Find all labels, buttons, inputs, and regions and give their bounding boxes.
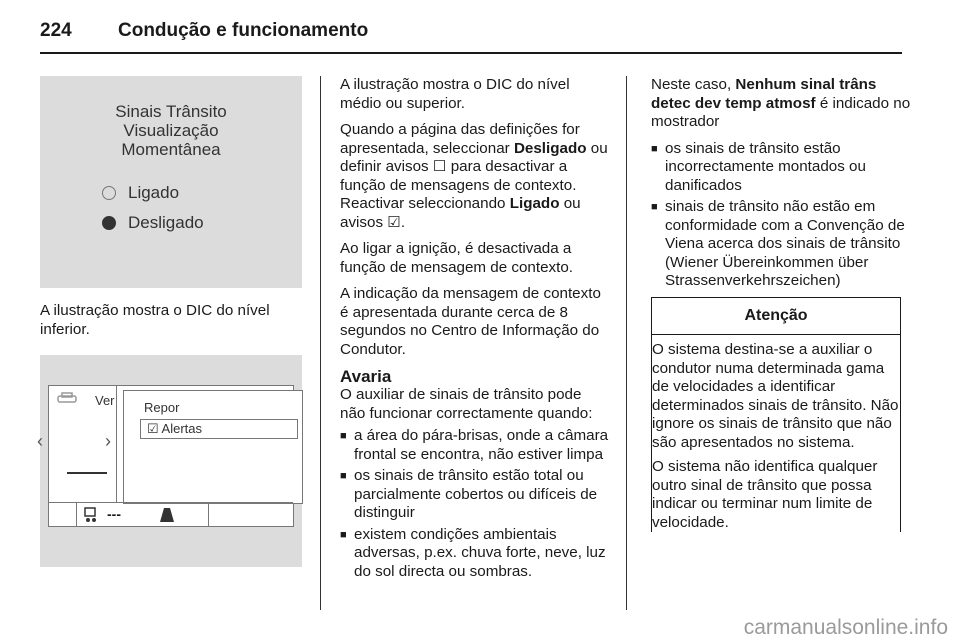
bottom-cell	[49, 503, 77, 527]
paragraph: A indicação da mensagem de contexto é apresentada durante cerca de 8 segundos no Centro de Informação do Condutor.	[340, 285, 601, 358]
dic-option-off-label: Desligado	[128, 213, 204, 232]
bottom-cell	[77, 503, 209, 527]
paragraph: Neste caso, Nenhum sinal trâns detec dev temp atmosf é indicado no mostrador	[651, 76, 911, 130]
bottom-dashes: ---	[107, 506, 121, 522]
car-icon	[57, 392, 77, 404]
paragraph: O auxiliar de sinais de trânsito pode não funcionar correctamente quando:	[340, 386, 593, 422]
bullet-list	[651, 140, 911, 291]
page-header	[40, 12, 902, 54]
dic-upper-illustration	[40, 76, 302, 288]
attention-title: Atenção	[652, 298, 900, 336]
paragraph: O sistema destina-se a auxiliar o condutor numa determinada gama de velocidades a identificar determinados sinais de trânsito. Não ignore os sinais de trânsito que não são apresentados no sistema.	[652, 341, 899, 451]
paragraph: Quando a página das definições for apresentada, seleccionar Desligado ou definir avisos ☐ para desactivar a função de mensagens de contexto. Reactivar seleccionando Ligado ou avisos ☑.	[340, 121, 608, 231]
chevron-right-icon: ›	[105, 431, 111, 451]
page-title: Condução e funcionamento	[118, 20, 369, 41]
camera-sign-icon	[83, 506, 101, 524]
column-2	[340, 76, 610, 584]
list-item: ■ os sinais de trânsito estão incorrectamente montados ou danificados	[651, 140, 911, 196]
section-heading: Avaria	[340, 367, 392, 386]
list-item: ■ os sinais de trânsito estão total ou parcialmente cobertos ou difíceis de distinguir	[340, 467, 610, 523]
dic-upper-title-line: Momentânea	[121, 140, 221, 159]
dic-upper-title-line: Visualização	[123, 121, 219, 140]
list-item: ■ sinais de trânsito não estão em conformidade com a Convenção de Viena acerca dos sinais de trânsito (Wiener Übereinkommen über Strassenverkehrszeichen)	[651, 198, 911, 291]
attention-body	[652, 335, 900, 532]
dic-upper-title-line: Sinais Trânsito	[115, 102, 227, 121]
paragraph: O sistema não identifica qualquer outro sinal de trânsito que possa indicar ou terminar num limite de velocidade.	[652, 458, 878, 531]
dic-lower-bottom-bar	[49, 502, 293, 526]
radio-filled-icon	[102, 216, 116, 230]
dic-option-on-label: Ligado	[128, 183, 180, 202]
paragraph: Ao ligar a ignição, é desactivada a função de mensagem de contexto.	[340, 240, 574, 276]
dic-lower-left-panel	[37, 386, 117, 502]
caption-lower-dic: A ilustração mostra o DIC do nível inferior.	[40, 302, 270, 338]
popup-title: Repor	[144, 400, 180, 415]
column-divider	[320, 76, 321, 610]
watermark: carmanualsonline.info	[743, 616, 948, 639]
column-divider	[626, 76, 627, 610]
column-3	[651, 76, 911, 538]
dic-lower-illustration	[37, 355, 302, 567]
dic-option-off	[102, 214, 204, 233]
paragraph: A ilustração mostra o DIC do nível médio ou superior.	[340, 76, 570, 112]
divider-line	[67, 472, 107, 474]
column-1	[37, 76, 305, 567]
dic-option-on	[102, 184, 179, 203]
road-icon	[159, 506, 175, 524]
bullet-list	[340, 427, 610, 581]
dic-lower-screen	[37, 385, 294, 527]
dic-lower-popup	[123, 390, 303, 504]
dic-upper-title	[40, 102, 302, 159]
list-item: ■ existem condições ambientais adversas, p.ex. chuva forte, neve, luz do sol directa ou sombras.	[340, 526, 610, 582]
tab-label: Ver	[95, 393, 115, 408]
page-number: 224	[40, 20, 72, 41]
popup-selected-item: ☑ Alertas	[140, 419, 298, 439]
chevron-left-icon: ‹	[37, 431, 43, 451]
list-item: ■ a área do pára-brisas, onde a câmara frontal se encontra, não estiver limpa	[340, 427, 610, 464]
attention-box	[651, 297, 901, 533]
radio-empty-icon	[102, 186, 116, 200]
